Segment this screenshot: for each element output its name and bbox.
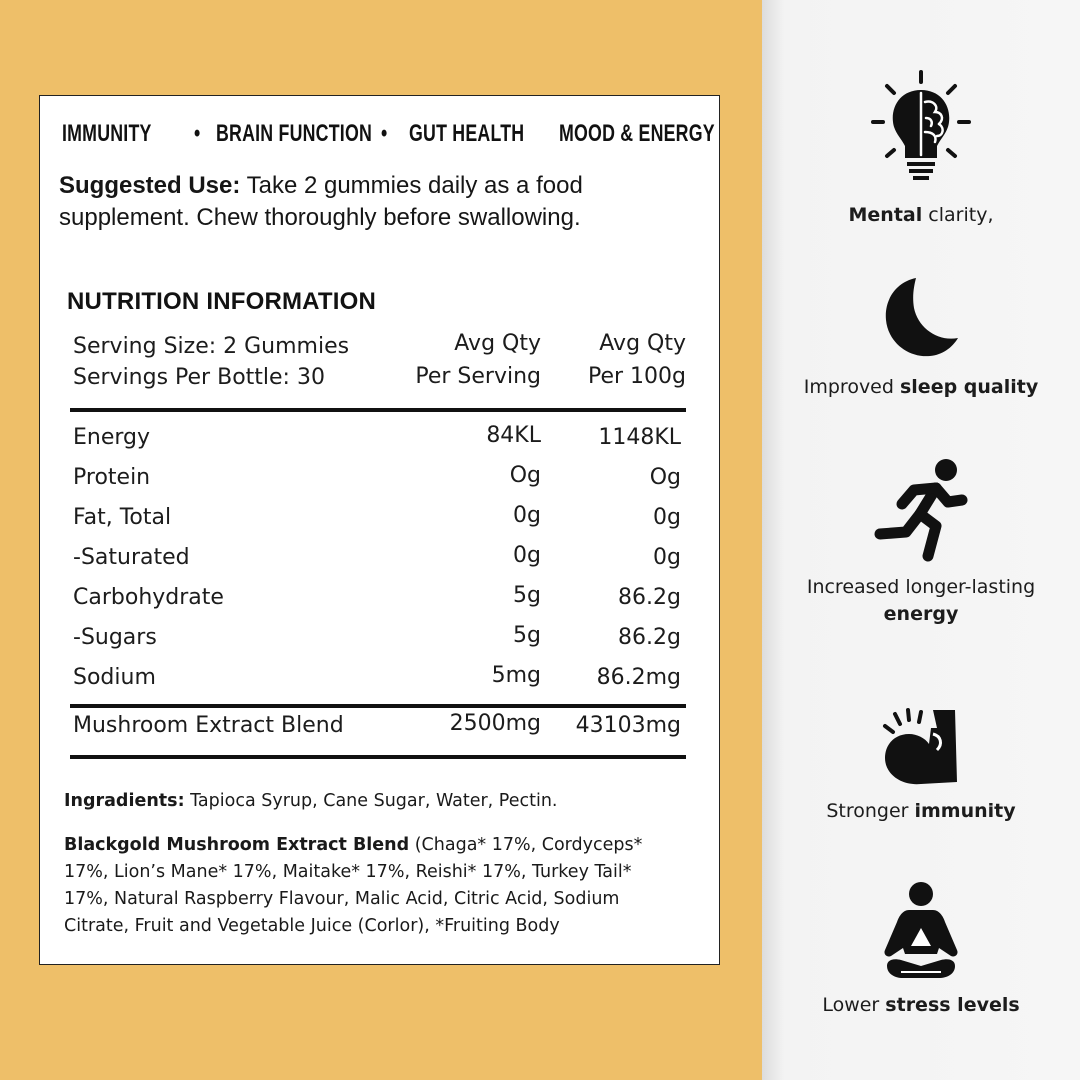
tag-immunity: IMMUNITY bbox=[62, 120, 152, 147]
row-nutrient: -Sugars bbox=[73, 625, 157, 650]
column-header-per-100g: Per 100g bbox=[587, 364, 686, 389]
row-nutrient: Protein bbox=[73, 465, 151, 490]
row-per-serving: Og bbox=[509, 463, 541, 488]
benefit-caption bbox=[762, 202, 1080, 229]
moon-icon bbox=[762, 272, 1080, 362]
suggested-use-line: supplement. Chew thoroughly before swallowing. bbox=[59, 204, 581, 231]
table-rule-bottom bbox=[70, 755, 686, 759]
table-rule-top bbox=[70, 408, 686, 412]
tag-separator: • bbox=[381, 120, 388, 147]
blend-text: 17%, Lion’s Mane* 17%, Maitake* 17%, Reishi* 17%, Turkey Tail* bbox=[64, 862, 632, 882]
tag-brain-function: BRAIN FUNCTION bbox=[216, 120, 373, 147]
row-nutrient: Mushroom Extract Blend bbox=[73, 713, 344, 738]
benefit-caption bbox=[762, 374, 1080, 401]
caption-text: Lower bbox=[822, 994, 886, 1016]
tag-gut-health: GUT HEALTH bbox=[409, 120, 525, 147]
benefit-caption bbox=[762, 992, 1080, 1019]
column-header-per-serving: Avg Qty bbox=[454, 331, 541, 356]
ingredients-heading: Ingradients: bbox=[64, 791, 185, 811]
blend-ingredients bbox=[64, 832, 704, 940]
nutrition-label-card bbox=[39, 95, 720, 965]
suggested-use-heading: Suggested Use: bbox=[59, 172, 241, 199]
ingredients-text: Tapioca Syrup, Cane Sugar, Water, Pectin. bbox=[184, 791, 558, 811]
flexed-arm-icon bbox=[762, 706, 1080, 790]
row-per-serving: 5mg bbox=[491, 663, 541, 688]
row-nutrient: Energy bbox=[73, 425, 151, 450]
row-nutrient: -Saturated bbox=[73, 545, 190, 570]
row-per-100g: 0g bbox=[653, 505, 681, 530]
blend-text: (Chaga* 17%, Cordyceps* bbox=[409, 835, 643, 855]
serving-size: Serving Size: 2 Gummies bbox=[73, 334, 350, 359]
benefit-tagline bbox=[62, 120, 715, 154]
column-header-per-serving: Per Serving bbox=[415, 364, 541, 389]
row-nutrient: Fat, Total bbox=[73, 505, 172, 530]
blend-text: 17%, Natural Raspberry Flavour, Malic Acid, Citric Acid, Sodium bbox=[64, 889, 620, 909]
row-per-serving: 0g bbox=[513, 543, 541, 568]
row-per-serving: 5g bbox=[513, 583, 541, 608]
suggested-use bbox=[59, 170, 709, 234]
row-per-100g: 86.2g bbox=[618, 625, 681, 650]
tag-mood-energy: MOOD & ENERGY bbox=[559, 120, 715, 147]
row-per-serving: 84KL bbox=[486, 423, 541, 448]
blend-heading: Blackgold Mushroom Extract Blend bbox=[64, 835, 410, 855]
caption-bold: stress levels bbox=[885, 994, 1020, 1016]
caption-bold: immunity bbox=[914, 800, 1016, 822]
row-nutrient: Carbohydrate bbox=[73, 585, 224, 610]
row-per-100g: Og bbox=[649, 465, 681, 490]
tag-separator: • bbox=[194, 120, 201, 147]
runner-icon bbox=[762, 456, 1080, 566]
meditation-icon bbox=[762, 880, 1080, 984]
row-per-serving: 2500mg bbox=[449, 711, 541, 736]
caption-bold: sleep quality bbox=[899, 376, 1039, 398]
caption-bold: Mental bbox=[848, 204, 923, 226]
suggested-use-line: Take 2 gummies daily as a food bbox=[240, 172, 583, 199]
benefit-caption bbox=[762, 574, 1080, 628]
caption-text: Improved bbox=[803, 376, 900, 398]
column-header-per-100g: Avg Qty bbox=[599, 331, 686, 356]
row-per-100g: 0g bbox=[653, 545, 681, 570]
ingredients bbox=[64, 788, 704, 815]
blend-text: Citrate, Fruit and Vegetable Juice (Corlor), *Fruiting Body bbox=[64, 916, 560, 936]
caption-bold: energy bbox=[883, 603, 959, 625]
row-per-100g: 1148KL bbox=[598, 425, 681, 450]
servings-per-bottle: Servings Per Bottle: 30 bbox=[73, 365, 325, 390]
caption-text: Increased longer-lasting bbox=[806, 576, 1036, 598]
row-per-serving: 5g bbox=[513, 623, 541, 648]
row-per-100g: 86.2g bbox=[618, 585, 681, 610]
caption-text: clarity, bbox=[922, 204, 994, 226]
row-per-serving: 0g bbox=[513, 503, 541, 528]
benefit-caption bbox=[762, 798, 1080, 825]
row-nutrient: Sodium bbox=[73, 665, 156, 690]
row-per-100g: 86.2mg bbox=[596, 665, 681, 690]
table-rule-middle bbox=[70, 704, 686, 708]
caption-text: Stronger bbox=[826, 800, 915, 822]
nutrition-title: NUTRITION INFORMATION bbox=[67, 288, 377, 315]
row-per-100g: 43103mg bbox=[575, 713, 681, 738]
brain-bulb-icon bbox=[762, 66, 1080, 186]
